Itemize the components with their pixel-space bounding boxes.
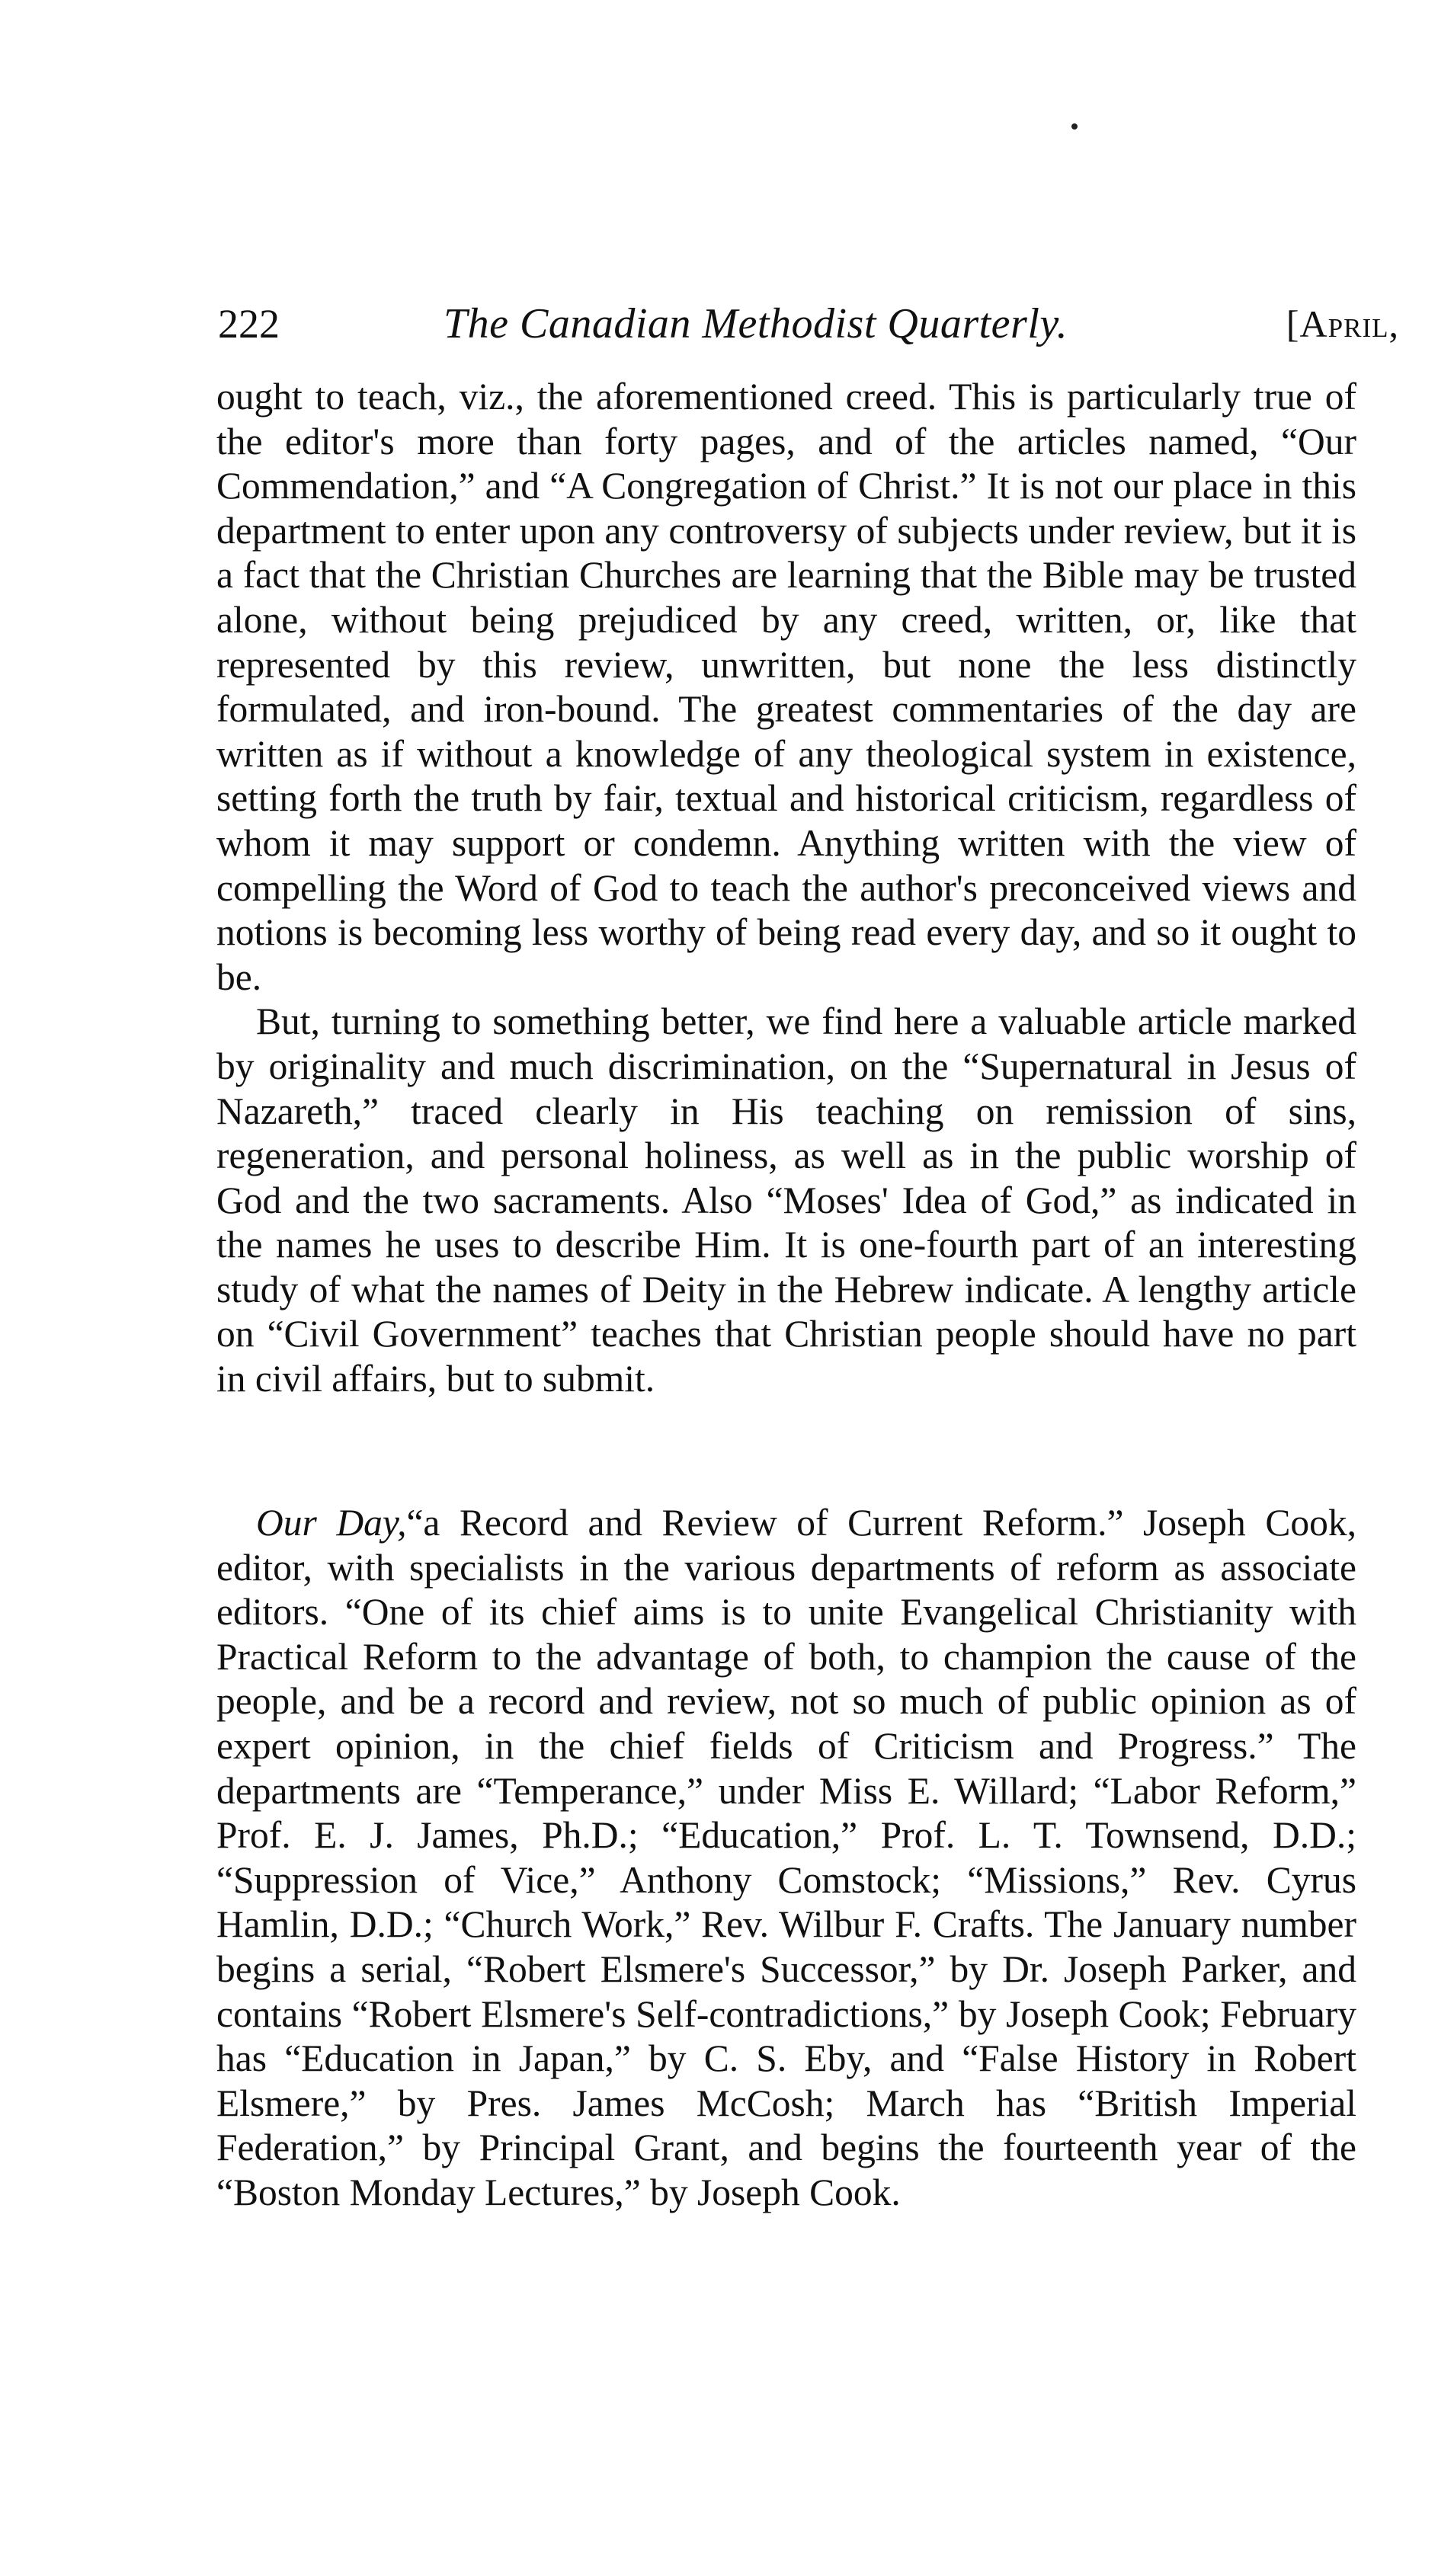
publication-title: Our Day,: [256, 1502, 407, 1544]
issue-month: [April,: [1286, 302, 1399, 345]
our-day-paragraph: [216, 1501, 1356, 2216]
our-day-review-section: [216, 1501, 1356, 2216]
journal-title: The Canadian Methodist Quarterly.: [444, 300, 1068, 347]
page-number: 222: [218, 301, 280, 347]
our-day-body: “a Record and Review of Current Reform.” Joseph Cook, editor, with specialists in the various departments of reform as associate editors. “One of its chief aims is to unite Evangelical Christianity with Practical Reform to the advantage of both, to champion the cause of the people, and be a record and review, not so much of public opinion as of expert opinion, in the chief fields of Criticism and Progress.” The departments are “Temperance,” under Miss E. Willard; “Labor Reform,” Prof. E. J. James, Ph.D.; “Education,” Prof. L. T. Townsend, D.D.; “Suppression of Vice,” Anthony Comstock; “Missions,” Rev. Cyrus Hamlin, D.D.; “Church Work,” Rev. Wilbur F. Crafts. The January number begins a serial, “Robert Elsmere's Successor,” by Dr. Joseph Parker, and contains “Robert Elsmere's Self-contradictions,” by Joseph Cook; February has “Education in Japan,” by C. S. Eby, and “False History in Robert Elsmere,” by Pres. James McCosh; March has “British Imperial Federation,” by Principal Grant, and begins the fourteenth year of the “Boston Monday Lectures,” by Joseph Cook.: [216, 1502, 1356, 2213]
ink-speck: [1071, 123, 1078, 130]
body-paragraph-1: ought to teach, viz., the aforementioned creed. This is particularly true of the editor's more than forty pages, and of the articles named, “Our Commendation,” and “A Congregation of Christ.” It is not our place in this department to enter upon any controversy of subjects under review, but it is a fact that the Christian Churches are learning that the Bible may be trusted alone, without being prejudiced by any creed, written, or, like that represented by this review, unwritten, but none the less distinctly formulated, and iron-bound. The greatest commentaries of the day are written as if without a knowledge of any theological system in existence, setting forth the truth by fair, textual and historical criticism, regardless of whom it may support or condemn. Anything written with the view of compelling the Word of God to teach the author's preconceived views and notions is becoming less worthy of being read every day, and so it ought to be.: [216, 376, 1356, 998]
body-paragraph-2: But, turning to something better, we find here a valuable article marked by originality and much discrimination, on the “Supernatural in Jesus of Nazareth,” traced clearly in His teaching on remission of sins, regeneration, and personal holiness, as well as in the public worship of God and the two sacraments. Also “Moses' Idea of God,” as indicated in the names he uses to describe Him. It is one-fourth part of an interesting study of what the names of Deity in the Hebrew indicate. A lengthy article on “Civil Government” teaches that Christian people should have no part in civil affairs, but to submit.: [216, 1000, 1356, 1400]
review-continued-section: [216, 375, 1356, 1402]
running-head: [218, 297, 1399, 350]
